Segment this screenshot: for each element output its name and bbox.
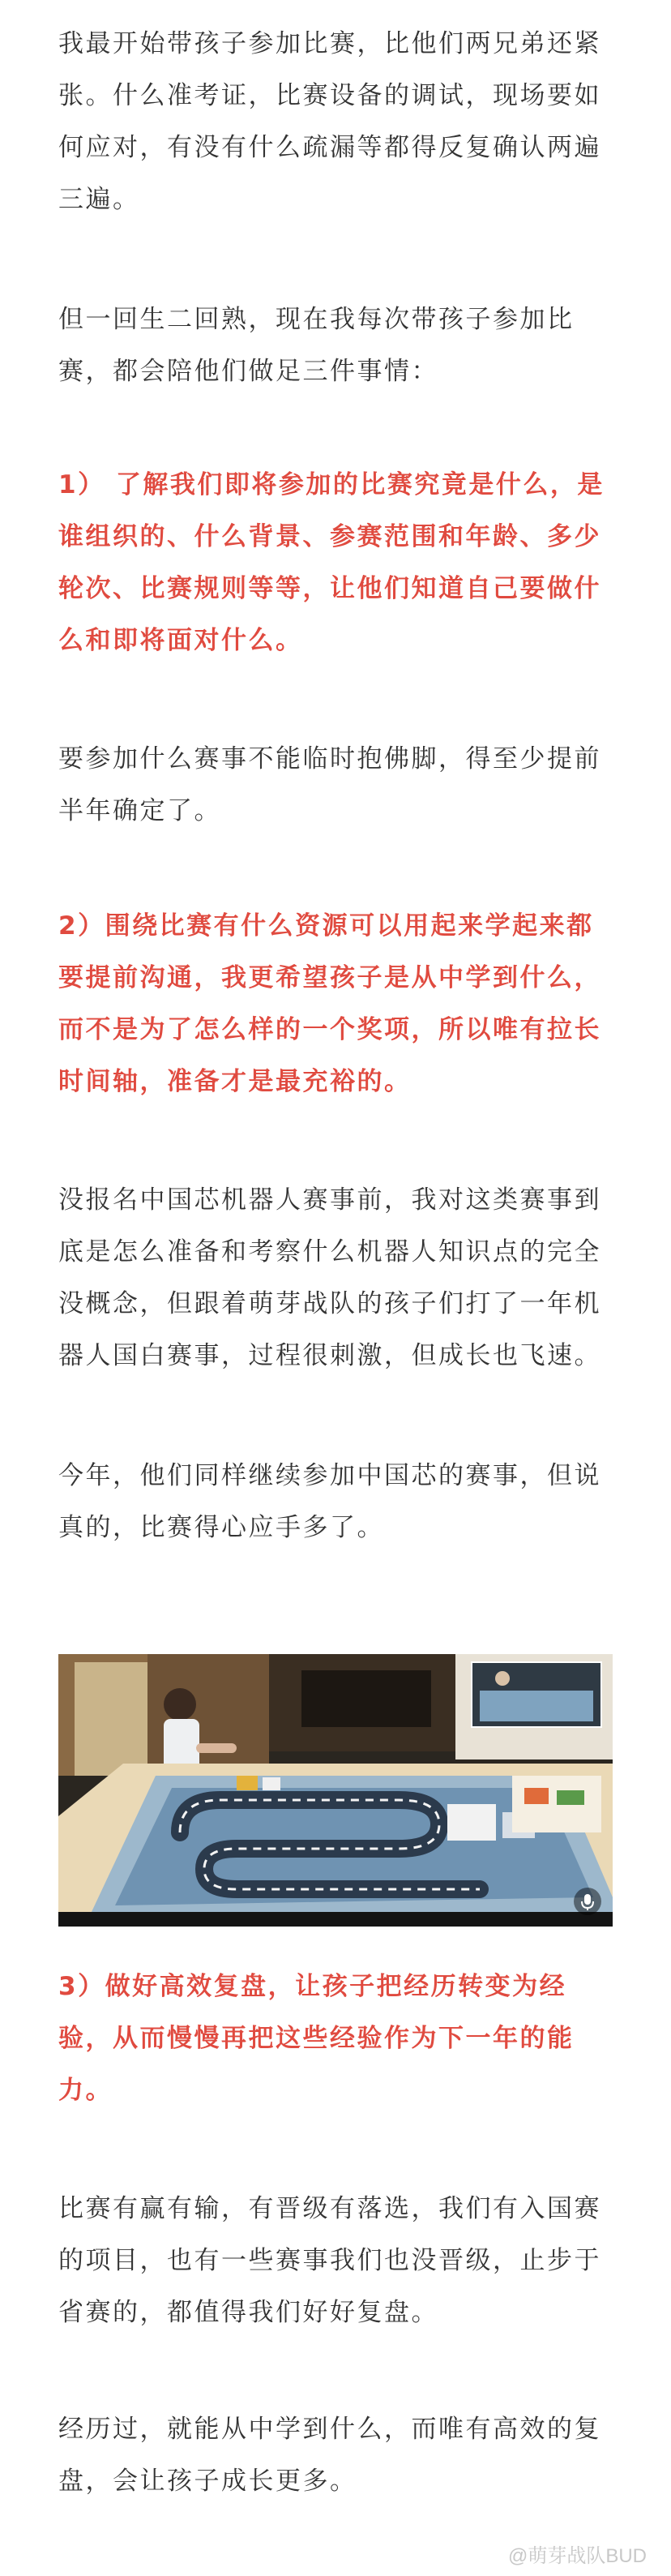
paragraph-win-lose: 比赛有赢有输，有晋级有落选，我们有入国赛的项目，也有一些赛事我们也没晋级，止步于省赛的，都值得我们好好复盘。 — [58, 2194, 601, 2327]
paragraph-intro: 我最开始带孩子参加比赛，比他们两兄弟还紧张。什么准考证，比赛设备的调试，现场要如何应对，有没有什么疏漏等都得反复确认两遍三遍。 — [58, 29, 601, 214]
microphone-icon[interactable] — [574, 1888, 601, 1915]
paragraph-this-year: 今年，他们同样继续参加中国芯的赛事，但说真的，比赛得心应手多了。 — [58, 1461, 601, 1542]
paragraph-point-2: 2）围绕比赛有什么资源可以用起来学起来都要提前沟通，我更希望孩子是从中学到什么，而不是为了怎么样的一个奖项，所以唯有拉长时间轴，准备才是最充裕的。 — [58, 911, 601, 1096]
paragraph-point-1: 1） 了解我们即将参加的比赛究竟是什么，是谁组织的、什么背景、参赛范围和年龄、多少轮次、比赛规则等等，让他们知道自己要做什么和即将面对什么。 — [58, 470, 605, 655]
weibo-watermark: @萌芽战队BUD — [507, 2545, 647, 2567]
video-frame-illustration — [58, 1654, 613, 1927]
paragraph-robot-contest: 没报名中国芯机器人赛事前，我对这类赛事到底是怎么准备和考察什么机器人知识点的完全没概念，但跟着萌芽战队的孩子们打了一年机器人国白赛事，过程很刺激，但成长也飞速。 — [58, 1185, 601, 1370]
paragraph-prepare-early: 要参加什么赛事不能临时抱佛脚，得至少提前半年确定了。 — [58, 744, 601, 825]
competition-video[interactable] — [58, 1654, 613, 1927]
paragraph-three-things: 但一回生二回熟，现在我每次带孩子参加比赛，都会陪他们做足三件事情： — [58, 305, 575, 386]
paragraph-review: 经历过，就能从中学到什么，而唯有高效的复盘，会让孩子成长更多。 — [58, 2415, 601, 2496]
paragraph-point-3: 3）做好高效复盘，让孩子把经历转变为经验，从而慢慢再把这些经验作为下一年的能力。 — [58, 1972, 575, 2105]
